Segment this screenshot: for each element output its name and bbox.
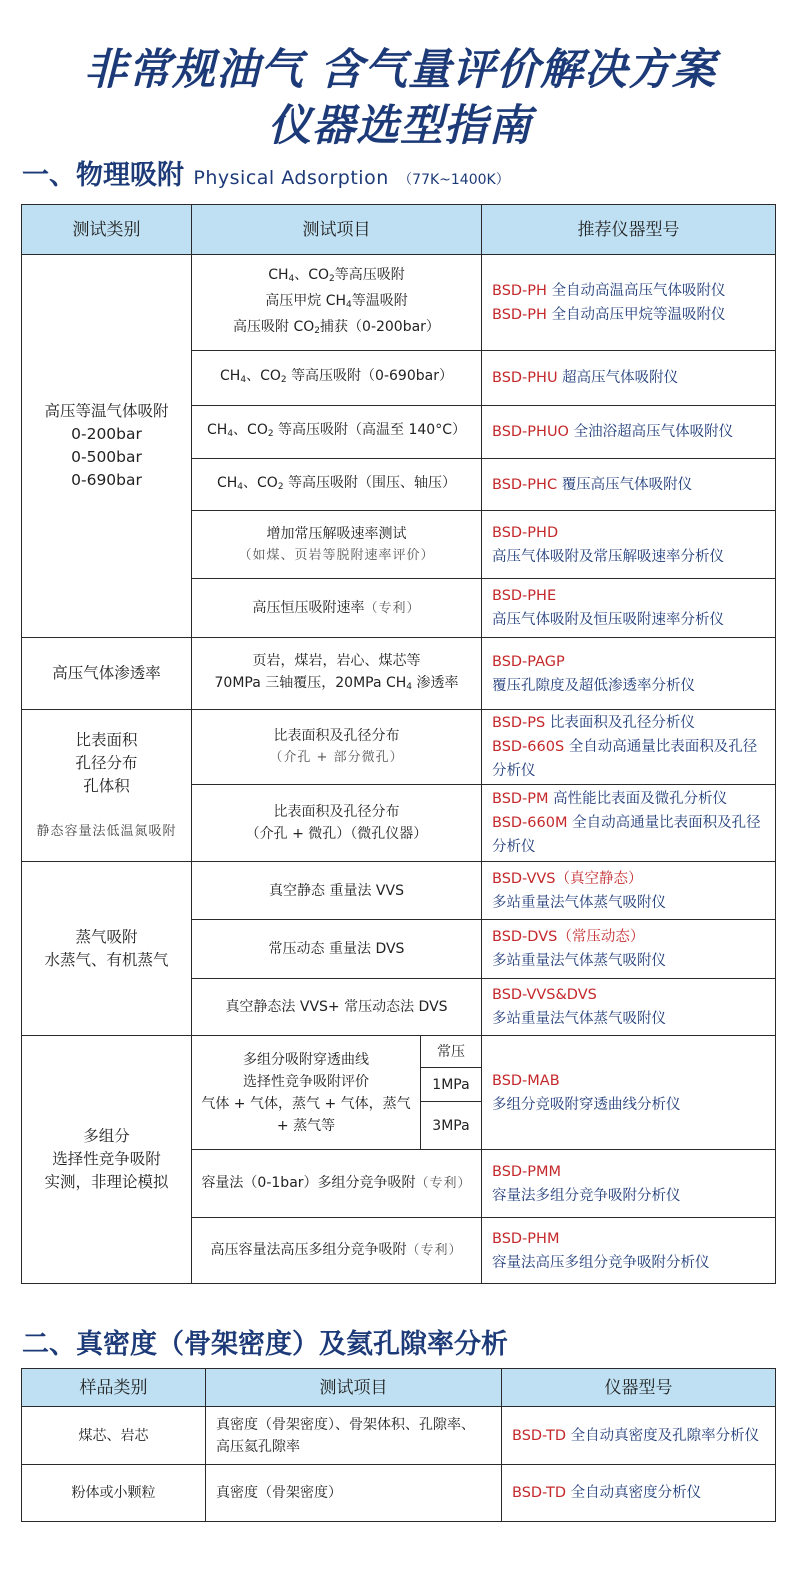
test-item: 页岩，煤岩，岩心、煤芯等 70MPa 三轴覆压，20MPa $CH_4$ 渗透率 xyxy=(192,638,482,710)
test-item: 容量法（0-1bar）多组分竞争吸附（专利） xyxy=(192,1150,482,1218)
recommended-model: BSD-MAB 多组分竞吸附穿透曲线分析仪 xyxy=(482,1036,776,1150)
table-row xyxy=(22,255,776,351)
test-item: 真密度（骨架密度） xyxy=(206,1465,502,1522)
recommended-model: BSD-DVS（常压动态） 多站重量法气体蒸气吸附仪 xyxy=(482,920,776,979)
test-item: $CH_4$、$CO_2$ 等高压吸附（0-690bar） xyxy=(192,351,482,406)
page-title-line1: 非常规油气 含气量评价解决方案 xyxy=(84,45,716,95)
test-item: 常压动态 重量法 DVS xyxy=(192,920,482,979)
recommended-model: BSD-PM 高性能比表面及微孔分析仪 BSD-660M 全自动高通量比表面积及孔径分析仪 xyxy=(482,785,776,862)
category-multi-component: 多组分 选择性竞争吸附 实测，非理论模拟 xyxy=(22,1036,192,1284)
recommended-model: BSD-VVS（真空静态） 多站重量法气体蒸气吸附仪 xyxy=(482,862,776,920)
section2-heading: 二、真密度（骨架密度）及氦孔隙率分析 xyxy=(22,1329,508,1360)
table-row xyxy=(22,638,776,710)
recommended-model: BSD-PH 全自动高温高压气体吸附仪 BSD-PH 全自动高压甲烷等温吸附仪 xyxy=(482,255,776,351)
section1-range: （77K~1400K） xyxy=(398,172,510,188)
test-item: 高压恒压吸附速率（专利） xyxy=(192,579,482,638)
page-title-line2: 仪器选型指南 xyxy=(268,101,532,151)
table-row xyxy=(22,1407,776,1465)
header-sample-category: 样品类别 xyxy=(22,1369,206,1407)
test-item: 高压容量法高压多组分竞争吸附（专利） xyxy=(192,1218,482,1284)
recommended-model: BSD-PHUO 全油浴超高压气体吸附仪 xyxy=(482,406,776,459)
section1-heading-cn: 一、物理吸附 xyxy=(22,160,184,191)
pressure-1mpa: 1MPa xyxy=(421,1068,482,1102)
recommended-model: BSD-VVS&DVS 多站重量法气体蒸气吸附仪 xyxy=(482,979,776,1036)
header-test-item: 测试项目 xyxy=(206,1369,502,1407)
test-item: $CH_4$、$CO_2$ 等高压吸附（围压、轴压） xyxy=(192,459,482,511)
table-row xyxy=(22,1036,776,1068)
category-surface-area: 比表面积 孔径分布 孔体积 静态容量法低温氮吸附 xyxy=(22,710,192,862)
test-item: 比表面积及孔径分布 （介孔 + 部分微孔） xyxy=(192,710,482,785)
category-permeability: 高压气体渗透率 xyxy=(22,638,192,710)
header-test-item: 测试项目 xyxy=(192,205,482,255)
recommended-model: BSD-PHM 容量法高压多组分竞争吸附分析仪 xyxy=(482,1218,776,1284)
category-vapor-adsorption: 蒸气吸附 水蒸气、有机蒸气 xyxy=(22,862,192,1036)
model: BSD-TD 全自动真密度分析仪 xyxy=(502,1465,776,1522)
recommended-model: BSD-PAGP 覆压孔隙度及超低渗透率分析仪 xyxy=(482,638,776,710)
test-item: 真空静态 重量法 VVS xyxy=(192,862,482,920)
table-row xyxy=(22,1465,776,1522)
test-item: 增加常压解吸速率测试 （如煤、页岩等脱附速率评价） xyxy=(192,511,482,579)
section1-heading-en: Physical Adsorption xyxy=(193,167,389,189)
test-item: 真空静态法 VVS+ 常压动态法 DVS xyxy=(192,979,482,1036)
test-item: $CH_4$、$CO_2$ 等高压吸附（高温至 140°C） xyxy=(192,406,482,459)
test-item: 多组分吸附穿透曲线 选择性竞争吸附评价 气体 + 气体，蒸气 + 气体，蒸气 + 蒸气等 xyxy=(192,1036,421,1150)
recommended-model: BSD-PHU 超高压气体吸附仪 xyxy=(482,351,776,406)
header-model: 仪器型号 xyxy=(502,1369,776,1407)
category-high-pressure-isotherm: 高压等温气体吸附 0-200bar 0-500bar 0-690bar xyxy=(22,255,192,638)
recommended-model: BSD-PMM 容量法多组分竞争吸附分析仪 xyxy=(482,1150,776,1218)
table-row xyxy=(22,862,776,920)
model: BSD-TD 全自动真密度及孔隙率分析仪 xyxy=(502,1407,776,1465)
pressure-atmospheric: 常压 xyxy=(421,1036,482,1068)
pressure-3mpa: 3MPa xyxy=(421,1102,482,1150)
header-recommended-model: 推荐仪器型号 xyxy=(482,205,776,255)
table-row xyxy=(22,710,776,785)
sample-category: 煤芯、岩芯 xyxy=(22,1407,206,1465)
true-density-table xyxy=(21,1368,776,1522)
header-test-category: 测试类别 xyxy=(22,205,192,255)
test-item: 比表面积及孔径分布 （介孔 + 微孔）（微孔仪器） xyxy=(192,785,482,862)
recommended-model: BSD-PHD 高压气体吸附及常压解吸速率分析仪 xyxy=(482,511,776,579)
physical-adsorption-table xyxy=(21,204,776,1284)
recommended-model: BSD-PHC 覆压高压气体吸附仪 xyxy=(482,459,776,511)
recommended-model: BSD-PS 比表面积及孔径分析仪 BSD-660S 全自动高通量比表面积及孔径分析仪 xyxy=(482,710,776,785)
recommended-model: BSD-PHE 高压气体吸附及恒压吸附速率分析仪 xyxy=(482,579,776,638)
test-item: $CH_4$、$CO_2$等高压吸附 高压甲烷 $CH_4$等温吸附 高压吸附 $CO_2$捕获（0-200bar） xyxy=(192,255,482,351)
sample-category: 粉体或小颗粒 xyxy=(22,1465,206,1522)
section1-heading xyxy=(22,153,510,192)
test-item: 真密度（骨架密度）、骨架体积、孔隙率、 高压氦孔隙率 xyxy=(206,1407,502,1465)
